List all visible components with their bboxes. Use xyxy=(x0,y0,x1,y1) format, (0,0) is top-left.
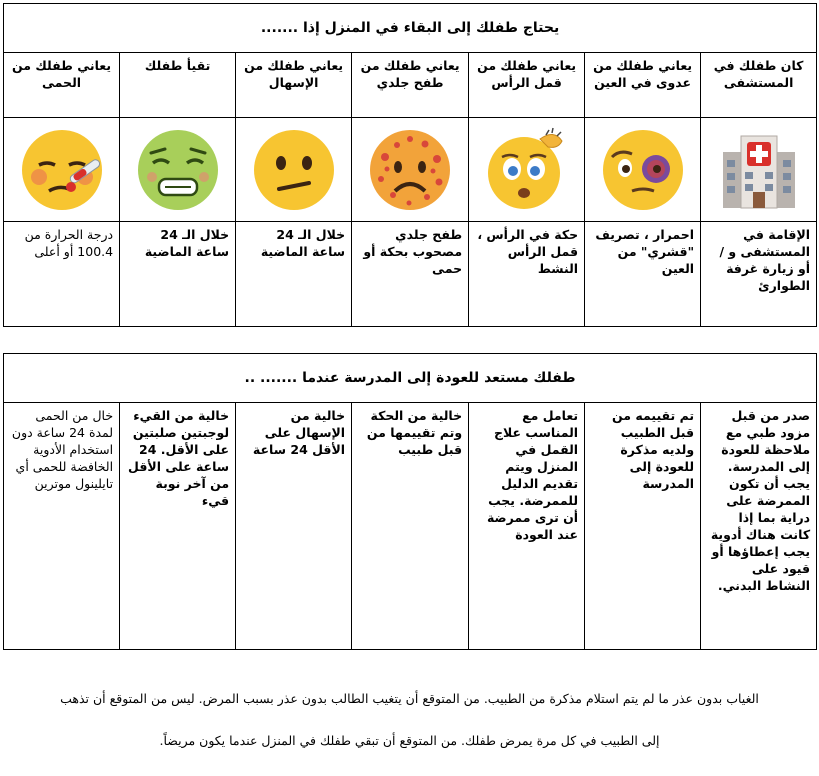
header-head-lice: يعاني طفلك من قمل الرأس xyxy=(469,53,585,118)
neutral-face-emoji-icon xyxy=(251,127,337,213)
black-eye-emoji-icon xyxy=(600,127,686,213)
desc-diarrhea: خلال الـ 24 ساعة الماضية xyxy=(236,222,352,327)
header-vomit: تقيأ طفلك xyxy=(120,53,236,118)
header-hospital: كان طفلك في المستشفى xyxy=(701,53,817,118)
desc-eye-infection: احمرار ، تصريف "قشري" من العين xyxy=(585,222,701,327)
header-eye-infection: يعاني طفلك من عدوى في العين xyxy=(585,53,701,118)
cond-hospital: صدر من قبل مزود طبي مع ملاحظة للعودة إلى المدرسة. يجب أن تكون الممرضة على دراية بما إذا كانت هناك أدوية يجب إعطاؤها أو قيود على النشاط البدني. xyxy=(701,403,817,650)
nauseated-face-emoji-icon xyxy=(135,127,221,213)
desc-rash: طفح جلدي مصحوب بحكة أو حمى xyxy=(352,222,469,327)
header-rash: يعاني طفلك من طفح جلدي xyxy=(352,53,469,118)
hospital-icon xyxy=(719,130,799,210)
desc-fever: درجة الحرارة من 100.4 أو أعلى xyxy=(4,222,120,327)
thermometer-face-emoji-icon xyxy=(19,127,105,213)
header-fever: يعاني طفلك من الحمى xyxy=(4,53,120,118)
footer-line-2: إلى الطبيب في كل مرة يمرض طفلك. من المتوقع أن تبقي طفلك في المنزل عندما يكون مريضاً. xyxy=(159,733,660,748)
itchy-head-emoji-icon xyxy=(484,127,570,213)
desc-hospital: الإقامة في المستشفى و / أو زيارة غرفة الطوارئ xyxy=(701,222,817,327)
footer-note xyxy=(20,678,799,762)
stay-home-title: يحتاج طفلك إلى البقاء في المنزل إذا ....... xyxy=(4,4,817,53)
rash-face-emoji-icon xyxy=(367,127,453,213)
cond-diarrhea: خالية من الإسهال على الأقل 24 ساعة xyxy=(236,403,352,650)
cond-rash: خالية من الحكة وتم تقييمها من قبل طبيب xyxy=(352,403,469,650)
cond-vomit: خالية من القيء لوجبتين صلبتين على الأقل. 24 ساعة على الأقل من آخر نوبة قيء xyxy=(120,403,236,650)
header-diarrhea: يعاني طفلك من الإسهال xyxy=(236,53,352,118)
desc-head-lice: حكة في الرأس ، قمل الرأس النشط xyxy=(469,222,585,327)
cond-head-lice: تعامل مع المناسب علاج القمل في المنزل ويتم تقديم الدليل للممرضة. يجب أن ترى ممرضة عند العودة xyxy=(469,403,585,650)
cond-fever: خال من الحمى لمدة 24 ساعة دون استخدام الأدوية الخافضة للحمى أي تايلينول موترين xyxy=(4,403,120,650)
desc-vomit: خلال الـ 24 ساعة الماضية xyxy=(120,222,236,327)
return-school-title: طفلك مستعد للعودة إلى المدرسة عندما ....... .. xyxy=(4,354,817,403)
footer-line-1: الغياب بدون عذر ما لم يتم استلام مذكرة من الطبيب. من المتوقع أن يتغيب الطالب بدون عذر بسبب المرض. ليس من المتوقع أن تذهب xyxy=(60,691,759,706)
cond-eye-infection: تم تقييمه من قبل الطبيب ولديه مذكرة للعودة إلى المدرسة xyxy=(585,403,701,650)
stay-home-table xyxy=(3,3,817,327)
return-school-table xyxy=(3,353,817,650)
